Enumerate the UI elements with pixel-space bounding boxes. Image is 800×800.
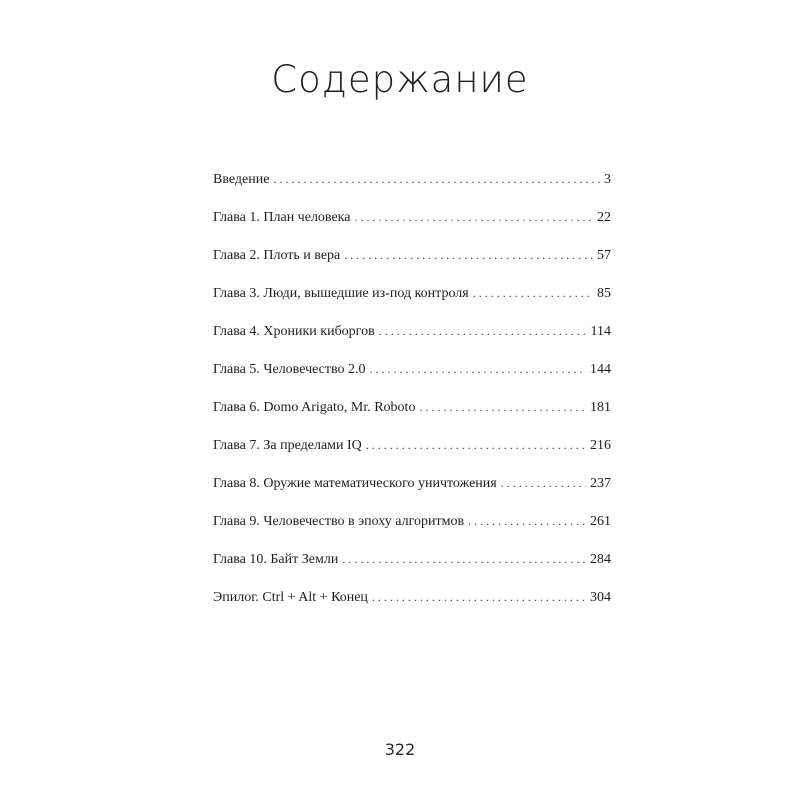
toc-entry-page: 3 <box>604 172 611 187</box>
toc-dot-leader <box>354 210 593 225</box>
toc-entry-page: 85 <box>597 286 611 301</box>
page-number: 322 <box>384 740 416 759</box>
toc-entry <box>213 172 611 210</box>
toc-entry-label: Глава 9. Человечество в эпоху алгоритмов <box>213 514 465 529</box>
toc-dot-leader <box>372 590 586 605</box>
toc-entry <box>213 438 611 476</box>
toc-entry-page: 57 <box>597 248 611 263</box>
toc-dot-leader <box>468 514 586 529</box>
toc-entry-label: Глава 7. За пределами IQ <box>213 438 362 453</box>
toc-dot-leader <box>473 286 593 301</box>
toc-dot-leader <box>419 400 586 415</box>
toc-dot-leader <box>273 172 600 187</box>
toc-entry <box>213 286 611 324</box>
toc-entry-label: Глава 4. Хроники киборгов <box>213 324 375 339</box>
toc-entry-page: 237 <box>590 476 611 491</box>
toc-entry-page: 114 <box>590 324 611 339</box>
toc-dot-leader <box>370 362 586 377</box>
toc-dot-leader <box>366 438 586 453</box>
toc-entry-page: 181 <box>590 400 611 415</box>
toc-entry-page: 304 <box>590 590 611 605</box>
toc-entry-label: Глава 1. План человека <box>213 210 351 225</box>
toc-entry <box>213 514 611 552</box>
toc-entry-page: 284 <box>590 552 611 567</box>
toc-entry <box>213 552 611 590</box>
toc-entry-page: 261 <box>590 514 611 529</box>
toc-entry <box>213 324 611 362</box>
toc-entry-page: 216 <box>590 438 611 453</box>
toc-dot-leader <box>379 324 587 339</box>
page-title: Содержание <box>271 58 529 101</box>
toc-entry-label: Глава 10. Байт Земли <box>213 552 339 567</box>
toc-entry-page: 22 <box>597 210 611 225</box>
toc-entry-label: Глава 6. Domo Arigato, Mr. Roboto <box>213 400 416 415</box>
toc-entry <box>213 362 611 400</box>
toc-entry <box>213 210 611 248</box>
toc-dot-leader <box>342 552 586 567</box>
toc-dot-leader <box>501 476 586 491</box>
toc-dot-leader <box>344 248 593 263</box>
toc-entry-label: Глава 5. Человечество 2.0 <box>213 362 366 377</box>
toc-entry-label: Глава 3. Люди, вышедшие из-под контроля <box>213 286 469 301</box>
toc-entry-label: Эпилог. Ctrl + Alt + Конец <box>213 590 368 605</box>
toc-entry <box>213 590 611 628</box>
table-of-contents <box>213 172 611 628</box>
toc-entry-label: Глава 8. Оружие математического уничтожения <box>213 476 497 491</box>
toc-entry-label: Глава 2. Плоть и вера <box>213 248 341 263</box>
toc-entry <box>213 400 611 438</box>
toc-entry <box>213 476 611 514</box>
toc-entry <box>213 248 611 286</box>
toc-entry-page: 144 <box>590 362 611 377</box>
toc-entry-label: Введение <box>213 172 270 187</box>
